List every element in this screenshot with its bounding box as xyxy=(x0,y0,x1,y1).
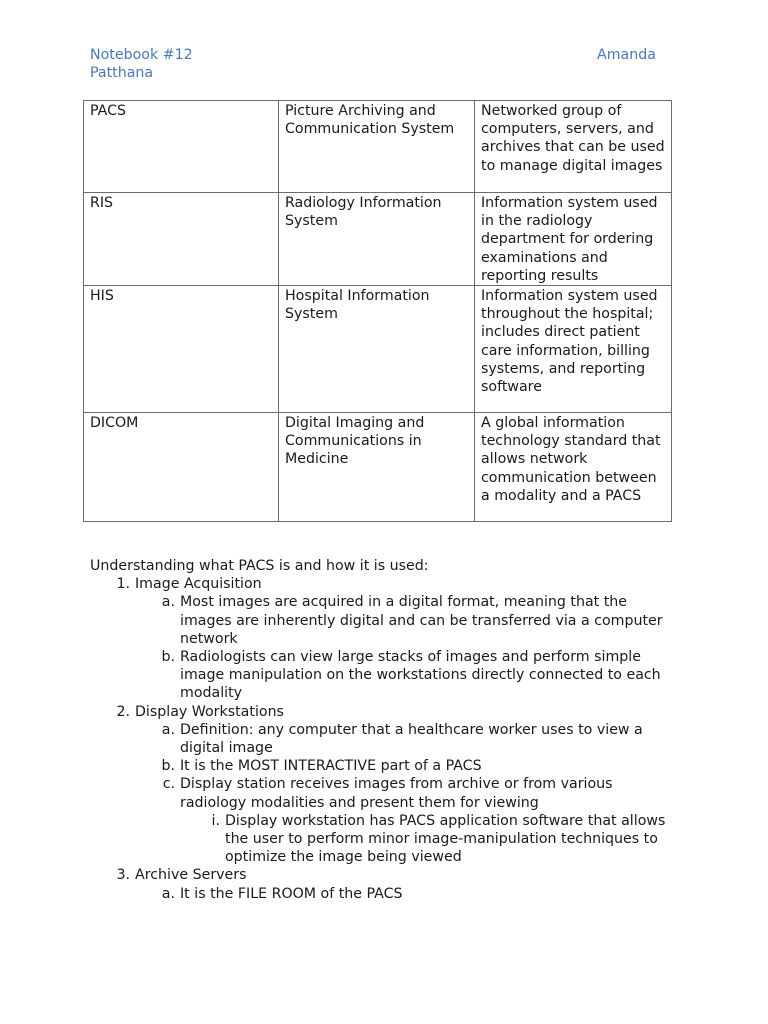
list-marker: a. xyxy=(161,885,175,902)
notebook-title: Notebook #12 xyxy=(90,47,193,63)
author-first-name: Amanda xyxy=(597,47,656,63)
list-marker: 3. xyxy=(116,867,130,884)
section-title: Display Workstations xyxy=(135,703,284,720)
description-cell: Networked group of computers, servers, and archives that can be used to manage digital images xyxy=(475,101,672,193)
full-name-cell: Picture Archiving and Communication System xyxy=(279,101,475,193)
description-cell: Information system used throughout the hospital; includes direct patient care information, billing systems, and reporting software xyxy=(475,286,672,413)
acronym-cell: HIS xyxy=(84,286,279,413)
list-marker: a. xyxy=(161,721,175,738)
table-row xyxy=(84,193,672,286)
list-item-text: Display station receives images from archive or from various radiology modalities and present them for viewing xyxy=(180,776,613,811)
list-item xyxy=(135,648,680,703)
notes-outline xyxy=(90,557,680,903)
acronym-cell: RIS xyxy=(84,193,279,286)
outline-section xyxy=(90,575,680,593)
document-header-title xyxy=(90,46,193,82)
list-item xyxy=(135,757,680,775)
acronym-cell: PACS xyxy=(84,101,279,193)
outline-section xyxy=(90,703,680,721)
list-item xyxy=(135,885,680,903)
list-marker: b. xyxy=(161,758,175,775)
list-marker: b. xyxy=(161,649,175,666)
description-cell: A global information technology standard that allows network communication between a modality and a PACS xyxy=(475,413,672,522)
list-marker: c. xyxy=(162,776,175,793)
full-name-cell: Digital Imaging and Communications in Medicine xyxy=(279,413,475,522)
list-marker: 2. xyxy=(116,703,130,720)
acronym-cell: DICOM xyxy=(84,413,279,522)
section-title: Image Acquisition xyxy=(135,576,262,593)
full-name-cell: Radiology Information System xyxy=(279,193,475,286)
list-item-text: Most images are acquired in a digital format, meaning that the images are inherently digital and can be transferred via a computer network xyxy=(180,594,663,647)
section-title: Archive Servers xyxy=(135,867,247,884)
list-marker: 1. xyxy=(116,576,130,593)
list-item-text: It is the FILE ROOM of the PACS xyxy=(180,885,403,902)
list-item xyxy=(135,775,680,811)
list-marker: a. xyxy=(161,594,175,611)
list-item-text: Radiologists can view large stacks of images and perform simple image manipulation on the workstations directly connected to each modality xyxy=(180,649,661,702)
list-item xyxy=(135,721,680,757)
outline-section xyxy=(90,866,680,884)
description-cell: Information system used in the radiology department for ordering examinations and reporting results xyxy=(475,193,672,286)
list-marker: i. xyxy=(211,812,220,829)
acronym-table xyxy=(83,100,672,522)
author-surname: Patthana xyxy=(90,65,154,82)
notes-intro: Understanding what PACS is and how it is used: xyxy=(90,558,429,574)
full-name-cell: Hospital Information System xyxy=(279,286,475,413)
list-item xyxy=(135,593,680,648)
table-row xyxy=(84,101,672,193)
list-item-text: It is the MOST INTERACTIVE part of a PACS xyxy=(180,758,482,775)
table-row xyxy=(84,413,672,522)
table-row xyxy=(84,286,672,413)
list-item-text: Definition: any computer that a healthcare worker uses to view a digital image xyxy=(180,721,643,757)
list-subitem-text: Display workstation has PACS application software that allows the user to perform minor image-manipulation techniques to optimize the image being viewed xyxy=(225,812,666,866)
list-subitem xyxy=(180,812,680,867)
